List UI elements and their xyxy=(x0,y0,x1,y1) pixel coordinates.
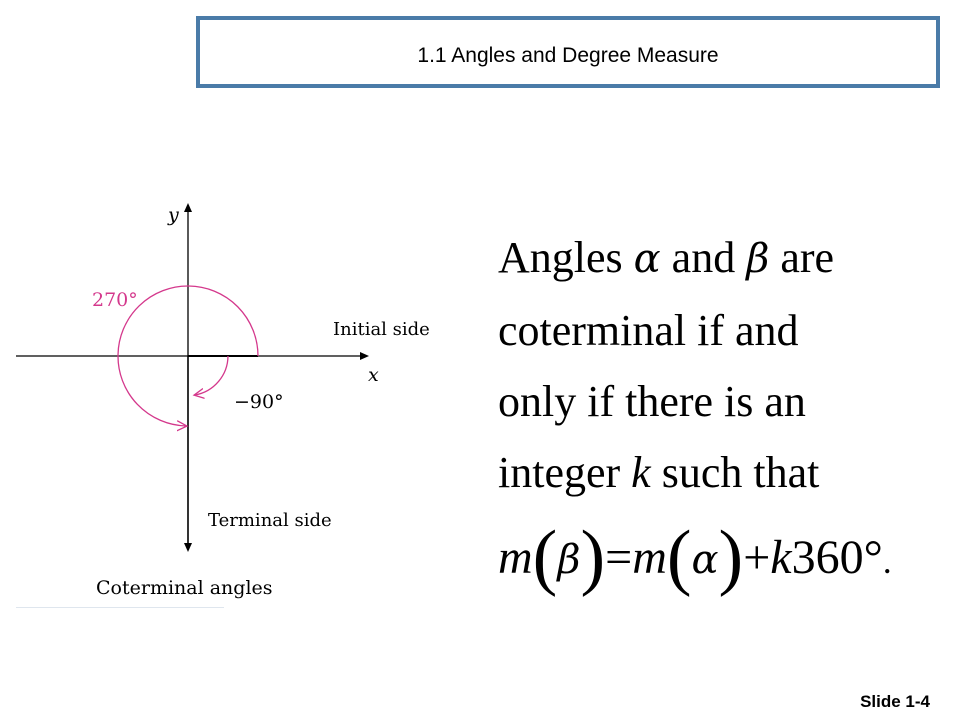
definition-text xyxy=(498,222,948,508)
slide-number: Slide 1-4 xyxy=(860,692,930,711)
title-box xyxy=(196,16,940,88)
x-axis-label: x xyxy=(368,364,379,386)
coterminal-formula: m(β)=m(α)+k360°. xyxy=(498,516,892,598)
definition-line-2: coterminal if and xyxy=(498,306,799,355)
definition-line-3: only if there is an xyxy=(498,377,806,426)
figure-divider xyxy=(16,607,224,608)
definition-line-4: integer k such that xyxy=(498,448,820,497)
coterminal-angles-diagram xyxy=(0,195,460,615)
k-variable: k xyxy=(631,448,651,497)
y-axis-label: y xyxy=(168,204,179,226)
alpha-symbol: α xyxy=(633,236,661,282)
beta-symbol: β xyxy=(746,236,770,282)
slide-title: 1.1 Angles and Degree Measure xyxy=(417,44,719,67)
angle-270-label: 270° xyxy=(92,289,138,311)
arc-neg90 xyxy=(195,356,228,395)
figure-caption: Coterminal angles xyxy=(96,577,273,599)
terminal-side-label: Terminal side xyxy=(208,510,332,531)
angle-neg90-label: −90° xyxy=(234,391,284,413)
initial-side-label: Initial side xyxy=(333,319,430,340)
definition-line-1: Angles α and β are xyxy=(498,233,835,282)
